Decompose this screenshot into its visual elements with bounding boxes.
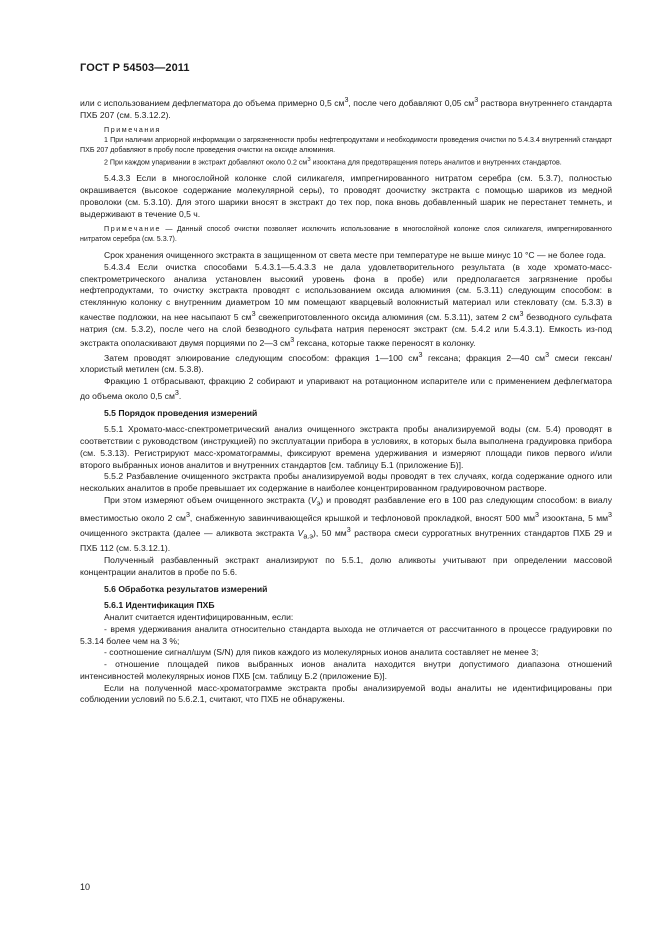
note-2: 2 При каждом упаривании в экстракт добавляют около 0.2 $см^3$ изооктана для предотвращения потерь аналитов и внутренних стандартов. — [104, 157, 562, 167]
document-body — [80, 95, 612, 706]
page-number: 10 — [80, 882, 91, 892]
paragraph-identification: Аналит считается идентифицированным, если: — [104, 612, 294, 622]
criterion-2: - соотношение сигнал/шум (S/N) для пиков каждого из молекулярных ионов аналита составляет не менее 3; — [104, 647, 539, 658]
document-header: ГОСТ Р 54503—2011 — [80, 62, 190, 74]
note-1: 1 При наличии априорной информации о загрязненности пробы нефтепродуктами и необходимости проведения очистки по 5.4.3.4 внутренний стандарт ПХБ 207 добавляют в пробу после проведения очистки на оксиде алюминия. — [80, 136, 612, 155]
paragraph-fraction: Фракцию 1 отбрасывают, фракцию 2 собирают и упаривают на ротационном испарителе или с применением дефлегматора до объема около 0,5 $см^3$. — [80, 376, 612, 401]
paragraph-elution: Затем проводят элюирование следующим способом: фракция 1—100 $см^3$ гексана; фракция 2—40 $см^3$ смеси гексан/хлористый метилен (см. 5.3.8). — [80, 350, 612, 375]
paragraph-5-4-3-3: 5.4.3.3 Если в многослойной колонке слой силикагеля, импрегнированного нитратом серебра (см. 5.3.7), полностью окрашивается (высокое содержание молекулярной серы), то проводят доочистку экстракта с помощью шариков из медной проволоки (см. 5.3.10). Для этого шарики вносят в экстракт до тех пор, пока вновь добавленный шарик не перестанет темнеть, и выдерживают в течение 0,5 ч. — [80, 173, 612, 219]
note-silica: Примечание — Данный способ очистки позволяет исключить использование в многослойной колонке слоя силикагеля, импрегнированного нитратом серебра (см. 5.3.7). — [80, 225, 612, 244]
heading-5-6: 5.6 Обработка результатов измерений — [104, 583, 268, 594]
paragraph-dilution: При этом измеряют объем очищенного экстракта $(V_э)$ и проводят разбавление его в 100 раз следующим способом: в виалу вместимостью около 2 $см^3$, снабженную завинчивающейся крышкой и тефлоновой прокладкой, вносят 500 $мм^3$ изооктана, 5 $мм^3$ очищенного экстракта (далее — аликвота экстракта $V_{а.э}$), 50 $мм^3$ раствора смеси суррогатных внутренних стандартов ПХБ 29 и ПХБ 112 (см. 5.3.12.1). — [80, 494, 612, 554]
heading-5-5: 5.5 Порядок проведения измерений — [104, 407, 258, 418]
notes-title: Примечания — [104, 126, 161, 135]
paragraph-5-5-2: 5.5.2 Разбавление очищенного экстракта пробы анализируемой воды проводят в тех случаях, когда содержание одного или нескольких аналитов в пробе превышает их содержание в наиболее концентрированном градуировочном растворе. — [80, 471, 612, 494]
paragraph-5-4-3-4: 5.4.3.4 Если очистка способами 5.4.3.1—5.4.3.3 не дала удовлетворительного результата (в ходе хромато-масс-спектрометрического анализа установлен высокий уровень фона в пробе) или предполагается загрязнение пробы нефтепродуктами, то очистку экстракта проводят с использованием оксида алюминия (см. 5.3.11) следующим способом: в стеклянную колонку с внутренним диаметром 10 мм помещают кварцевый волокнистый материал или стекловату (см. 5.3.3) в качестве подложки, на нее насыпают 5 $см^3$ свежеприготовленного оксида алюминия (см. 5.3.11), затем 2 $см^3$ безводного сульфата натрия (см. 5.3.2), после чего на слой безводного сульфата натрия переносят экстракт (см. 5.4.2 или 5.4.3.1). Емкость из-под экстракта ополаскивают двумя порциями по 2—3 $см^3$ гексана, которые также переносят в колонку. — [80, 261, 612, 349]
paragraph-5-5-1: 5.5.1 Хромато-масс-спектрометрический анализ очищенного экстракта пробы анализируемой воды (см. 5.4) проводят в соответствии с руководством (инструкцией) по эксплуатации прибора в условиях, в которых была выполнена градуировка прибора (см. 5.3.13). Регистрируют масс-хроматограммы, фиксируют времена удерживания и измеряют площади пиков первого и/или второго выбранных ионов аналитов и внутренних стандартов [см. таблицу Б.1 (приложение Б)]. — [80, 424, 612, 470]
paragraph-diluted: Полученный разбавленный экстракт анализируют по 5.5.1, долю аликвоты учитывают при определении массовой концентрации аналитов в пробе по 5.6. — [80, 555, 612, 577]
criterion-1: - время удерживания аналита относительно стандарта выхода не отличается от рассчитанного в процессе градуировки по 5.3.14 более чем на 3 %; — [80, 623, 612, 646]
paragraph-not-detected: Если на полученной масс-хроматограмме экстракта пробы анализируемой воды аналиты не идентифицированы при соблюдении условий по 5.6.2.1, считают, что ПХБ не обнаружены. — [80, 682, 612, 705]
heading-5-6-1: 5.6.1 Идентификация ПХБ — [104, 600, 215, 611]
paragraph-storage: Срок хранения очищенного экстракта в защищенном от света месте при температуре не выше минус 10 °C — не более года. — [104, 250, 607, 261]
criterion-3: - отношение площадей пиков выбранных ионов аналита находится внутри допустимого диапазона отношений интенсивностей молекулярных ионов ПХБ [см. таблицу Б.2 (приложение Б)]. — [80, 659, 612, 681]
paragraph-continuation: или с использованием дефлегматора до объема примерно 0,5 $см^3$, после чего добавляют 0,05 $см^3$ раствора внутреннего стандарта ПХБ 207 (см. 5.3.12.2). — [80, 96, 613, 120]
